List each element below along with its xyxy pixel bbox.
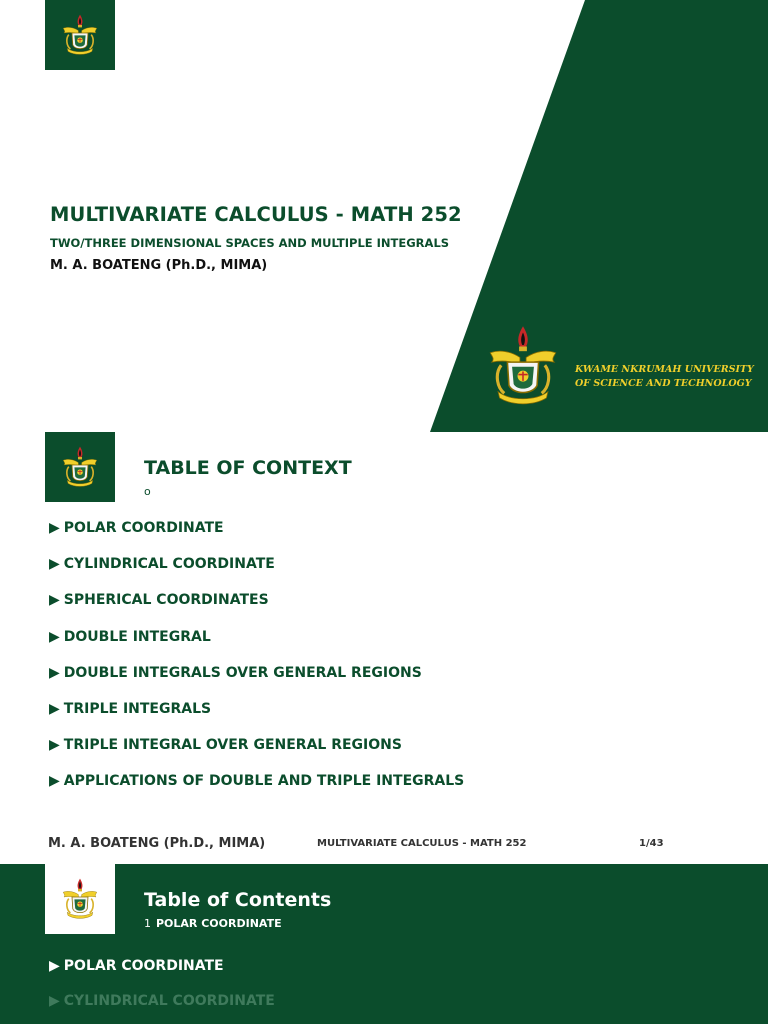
triangle-bullet-icon: ▶ — [49, 958, 60, 974]
triangle-bullet-icon: ▶ — [49, 520, 60, 536]
triangle-bullet-icon: ▶ — [49, 993, 60, 1009]
toc-item-label: DOUBLE INTEGRALS OVER GENERAL REGIONS — [63, 664, 422, 681]
toc-item[interactable] — [49, 592, 464, 628]
toc-subtitle: o — [144, 485, 151, 498]
section-name: POLAR COORDINATE — [156, 917, 282, 930]
toc-item[interactable] — [49, 701, 464, 737]
current-section — [144, 917, 282, 930]
table-of-context-slide — [0, 432, 768, 864]
contents-item[interactable] — [49, 993, 275, 1024]
toc-item[interactable] — [49, 737, 464, 773]
toc-item[interactable] — [49, 520, 464, 556]
university-name — [575, 363, 754, 391]
triangle-bullet-icon: ▶ — [49, 700, 60, 717]
toc-item-label: DOUBLE INTEGRAL — [63, 628, 211, 645]
triangle-bullet-icon: ▶ — [49, 628, 60, 645]
section-number: 1 — [144, 917, 151, 930]
toc-item-label: CYLINDRICAL COORDINATE — [63, 556, 275, 573]
toc-item-label: POLAR COORDINATE — [63, 520, 224, 536]
toc-item-label: APPLICATIONS OF DOUBLE AND TRIPLE INTEGRALS — [63, 773, 465, 790]
toc-item[interactable] — [49, 556, 464, 592]
university-name-line2: OF SCIENCE AND TECHNOLOGY — [575, 378, 752, 389]
toc-item[interactable] — [49, 629, 464, 665]
contents-title: Table of Contents — [144, 889, 332, 911]
toc-list — [49, 520, 464, 810]
knust-large-crest-icon — [484, 312, 562, 420]
course-title: MULTIVARIATE CALCULUS - MATH 252 — [50, 203, 462, 226]
table-of-contents-slide — [0, 864, 768, 1024]
contents-list — [49, 958, 275, 1024]
toc-item[interactable] — [49, 773, 464, 809]
triangle-bullet-icon: ▶ — [49, 592, 60, 609]
footer-page-number: 1/43 — [639, 838, 664, 849]
toc-item[interactable] — [49, 665, 464, 701]
course-subtitle: TWO/THREE DIMENSIONAL SPACES AND MULTIPLE INTEGRALS — [50, 236, 450, 250]
triangle-bullet-icon: ▶ — [49, 737, 60, 754]
title-slide — [0, 0, 768, 432]
toc-title: TABLE OF CONTEXT — [144, 457, 352, 479]
footer-author: M. A. BOATENG (Ph.D., MIMA) — [48, 836, 266, 851]
triangle-bullet-icon: ▶ — [49, 664, 60, 681]
triangle-bullet-icon: ▶ — [49, 556, 60, 573]
toc-item-label: SPHERICAL COORDINATES — [63, 592, 269, 609]
toc-item-label: TRIPLE INTEGRAL OVER GENERAL REGIONS — [63, 737, 402, 754]
knust-crest-icon — [45, 864, 115, 934]
author-name: M. A. BOATENG (Ph.D., MIMA) — [50, 258, 268, 273]
university-name-line1: KWAME NKRUMAH UNIVERSITY — [575, 364, 754, 375]
knust-crest-icon — [45, 0, 115, 70]
contents-item-label: POLAR COORDINATE — [63, 958, 224, 974]
contents-item-label: CYLINDRICAL COORDINATE — [63, 993, 275, 1009]
triangle-bullet-icon: ▶ — [49, 773, 60, 790]
contents-item-active[interactable] — [49, 958, 275, 993]
knust-crest-icon — [45, 432, 115, 502]
toc-item-label: TRIPLE INTEGRALS — [63, 700, 212, 717]
footer-course: MULTIVARIATE CALCULUS - MATH 252 — [317, 838, 527, 849]
